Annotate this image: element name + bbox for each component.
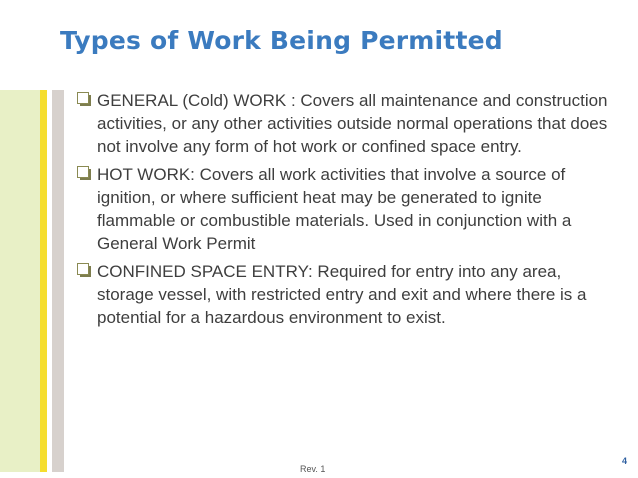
bullet-text: CONFINED SPACE ENTRY: Required for entry into any area, storage vessel, with restricted entry and exit and where there is a potential for a hazardous environment to exist. — [97, 262, 587, 327]
slide-title: Types of Work Being Permitted — [60, 26, 503, 55]
bullet-item-confined-space — [77, 260, 617, 329]
decorative-green-bar — [0, 90, 40, 472]
checkbox-bullet-icon — [77, 166, 91, 180]
bullet-list — [77, 89, 617, 334]
checkbox-bullet-icon — [77, 92, 91, 106]
decorative-yellow-stripe — [40, 90, 47, 472]
checkbox-bullet-icon — [77, 263, 91, 277]
bullet-item-hot-work — [77, 163, 617, 255]
bullet-text: GENERAL (Cold) WORK : Covers all maintenance and construction activities, or any other activities outside normal operations that does not involve any form of hot work or confined space entry. — [97, 91, 608, 156]
bullet-text: HOT WORK: Covers all work activities that involve a source of ignition, or where sufficient heat may be generated to ignite flammable or combustible materials. Used in conjunction with a General Work Permit — [97, 165, 572, 253]
bullet-item-general-work — [77, 89, 617, 158]
revision-label: Rev. 1 — [300, 464, 326, 474]
page-number: 4 — [621, 456, 627, 466]
decorative-grey-stripe — [52, 90, 64, 472]
